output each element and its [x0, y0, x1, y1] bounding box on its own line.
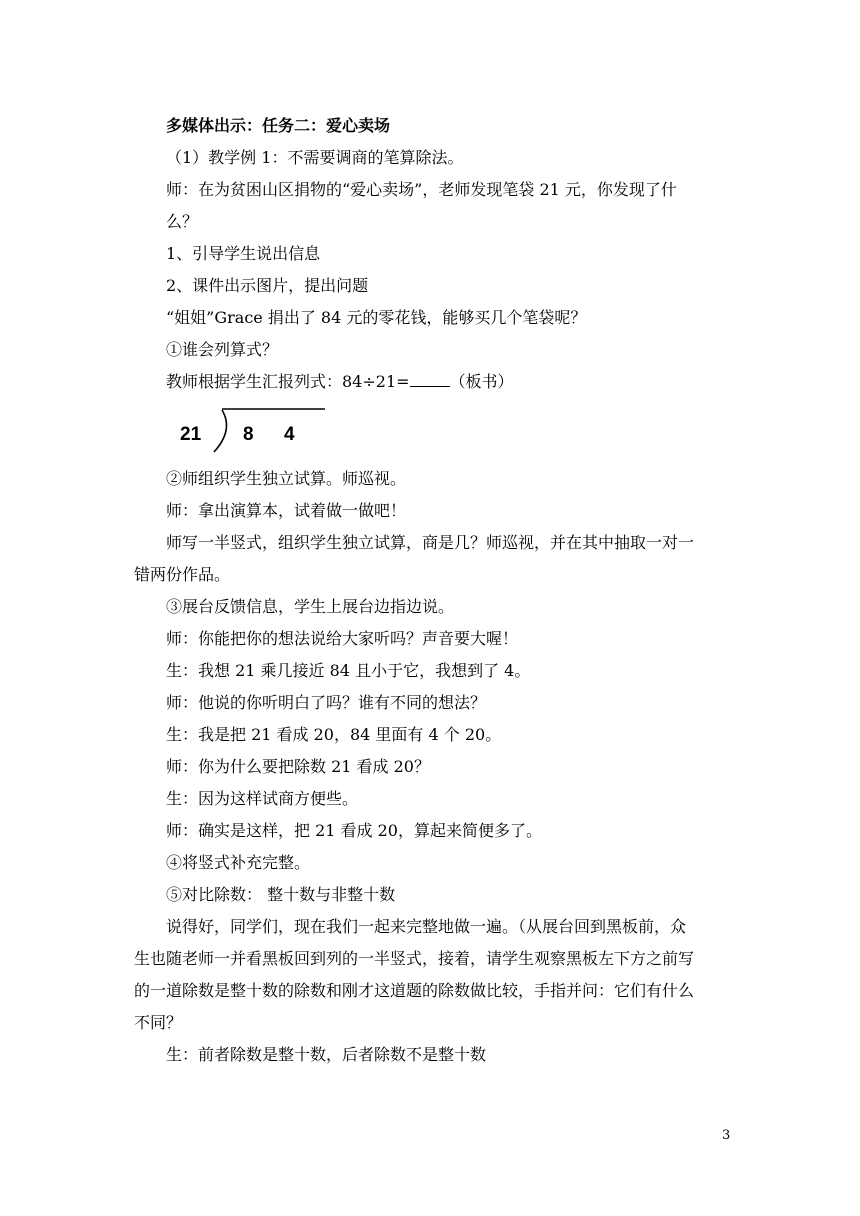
- long-division-figure: [170, 400, 340, 460]
- dividend-digit: 4: [284, 424, 295, 445]
- text-line: 错两份作品。: [134, 565, 231, 584]
- text-line: 师：他说的你听明白了吗？谁有不同的想法？: [166, 693, 487, 712]
- text-line: ⑤对比除数： 整十数与非整十数: [166, 885, 396, 904]
- text-line: ④将竖式补充完整。: [166, 853, 311, 872]
- text-line: ②师组织学生独立试算。师巡视。: [166, 469, 407, 488]
- dividend-digit: 8: [243, 424, 254, 445]
- page-number: 3: [722, 1128, 731, 1143]
- text-line: 1、引导学生说出信息: [166, 244, 321, 263]
- text-line: 生：我是把 21 看成 20，84 里面有 4 个 20。: [166, 725, 502, 744]
- text-line: “姐姐”Grace 捐出了 84 元的零花钱，能够买几个笔袋呢？: [166, 308, 587, 327]
- text-line: 生：前者除数是整十数，后者除数不是整十数: [166, 1045, 487, 1064]
- text-line: 生：我想 21 乘几接近 84 且小于它，我想到了 4。: [166, 661, 531, 680]
- text-line: ③展台反馈信息，学生上展台边指边说。: [166, 597, 455, 616]
- text-line: （1）教学例 1：不需要调商的笔算除法。: [166, 148, 464, 167]
- text-line: 师：在为贫困山区捐物的“爱心卖场”，老师发现笔袋 21 元，你发现了什: [166, 180, 677, 199]
- divisor: 21: [180, 424, 202, 445]
- text-line: 师：你为什么要把除数 21 看成 20？: [166, 757, 430, 776]
- formula-suffix: （板书）: [449, 372, 514, 391]
- text-line: 师：你能把你的想法说给大家听吗？声音要大喔！: [166, 629, 519, 648]
- formula-line: [166, 372, 514, 392]
- formula-prefix: 教师根据学生汇报列式：84÷21=: [166, 372, 410, 391]
- text-line: 师：拿出演算本，试着做一做吧！: [166, 501, 407, 520]
- text-line: 不同？: [134, 1013, 183, 1032]
- text-line: 的一道除数是整十数的除数和刚才这道题的除数做比较，手指并问：它们有什么: [134, 981, 695, 1000]
- text-line: 师：确实是这样，把 21 看成 20，算起来简便多了。: [166, 821, 542, 840]
- text-line: ①谁会列算式？: [166, 340, 279, 359]
- text-line: 师写一半竖式，组织学生独立试算，商是几？师巡视，并在其中抽取一对一: [166, 533, 695, 552]
- text-line: 生也随老师一并看黑板回到列的一半竖式，接着，请学生观察黑板左下方之前写: [134, 949, 695, 968]
- section-heading: 多媒体出示：任务二：爱心卖场: [166, 116, 391, 135]
- text-line: 2、课件出示图片，提出问题: [166, 276, 369, 295]
- text-line: 生：因为这样试商方便些。: [166, 789, 359, 808]
- answer-blank: [410, 372, 450, 387]
- text-line: 说得好，同学们，现在我们一起来完整地做一遍。（从展台回到黑板前，众: [166, 917, 687, 936]
- text-line: 么？: [166, 212, 199, 231]
